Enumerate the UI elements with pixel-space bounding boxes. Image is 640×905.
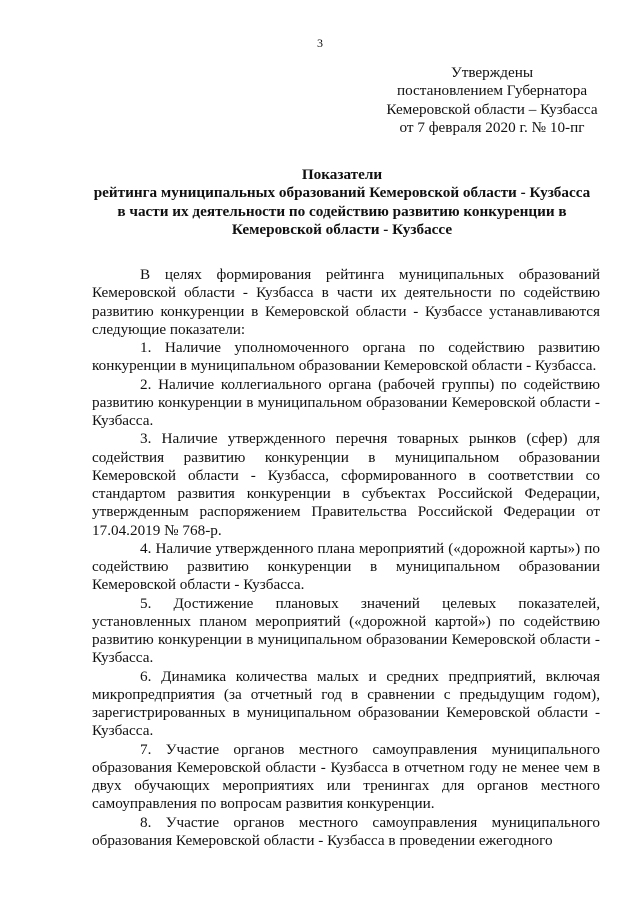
indicator-item: 8. Участие органов местного самоуправления муниципального образования Кемеровской области - Кузбасса в проведении ежегодного <box>92 813 600 849</box>
intro-paragraph: В целях формирования рейтинга муниципальных образований Кемеровской области - Кузбасса в части их деятельности по содействию развитию конкуренции в Кемеровской области - Кузбассе устанавливаются следующие показатели: <box>92 266 600 338</box>
indicator-item: 2. Наличие коллегиального органа (рабочей группы) по содействию развитию конкуренции в муниципальном образовании Кемеровской области - Кузбасса. <box>92 375 600 429</box>
approval-line: от 7 февраля 2020 г. № 10-пг <box>399 118 585 136</box>
document-title <box>72 166 612 239</box>
title-line: рейтинга муниципальных образований Кемеровской области - Кузбасса <box>93 184 591 202</box>
approval-line: постановлением Губернатора <box>396 82 588 100</box>
indicator-item: 4. Наличие утвержденного плана мероприятий («дорожной карты») по содействию развитию конкуренции в муниципальном образовании Кемеровской области - Кузбасса. <box>92 539 600 594</box>
indicator-item: 7. Участие органов местного самоуправления муниципального образования Кемеровской области - Кузбасса в отчетном году не менее чем в двух обучающих мероприятиях или тренингах для органов местного самоуправления по вопросам развития конкуренции. <box>92 740 600 813</box>
document-body <box>92 266 600 850</box>
approval-line: Кемеровской области – Кузбасса <box>386 100 598 118</box>
approval-line: Утверждены <box>450 64 534 81</box>
indicator-item: 5. Достижение плановых значений целевых показателей, установленных планом мероприятий («дорожной картой») по содействию развитию конкуренции в муниципальном образовании Кемеровской области - Кузбасса. <box>92 594 600 667</box>
approval-block <box>370 64 614 137</box>
title-line: Кемеровской области - Кузбассе <box>231 220 453 238</box>
indicator-item: 1. Наличие уполномоченного органа по содействию развитию конкуренции в муниципальном образовании Кемеровской области - Кузбасса. <box>92 339 600 375</box>
indicator-item: 6. Динамика количества малых и средних предприятий, включая микропредприятия (за отчетный год в сравнении с предыдущим годом), зарегистрированных в муниципальном образовании Кемеровской области - Кузбасса. <box>92 667 600 740</box>
indicator-item: 3. Наличие утвержденного перечня товарных рынков (сфер) для содействия развитию конкуренции в муниципальном образовании Кемеровской области - Кузбасса, сформированного в соответствии со стандартом развития конкуренции в субъектах Российской Федерации, утвержденным распоряжением Правительства Российской Федерации от 17.04.2019 № 768-р. <box>92 430 600 539</box>
title-line: Показатели <box>301 166 383 183</box>
title-line: в части их деятельности по содействию развитию конкуренции в <box>117 202 567 220</box>
page-number: 3 <box>317 36 323 50</box>
